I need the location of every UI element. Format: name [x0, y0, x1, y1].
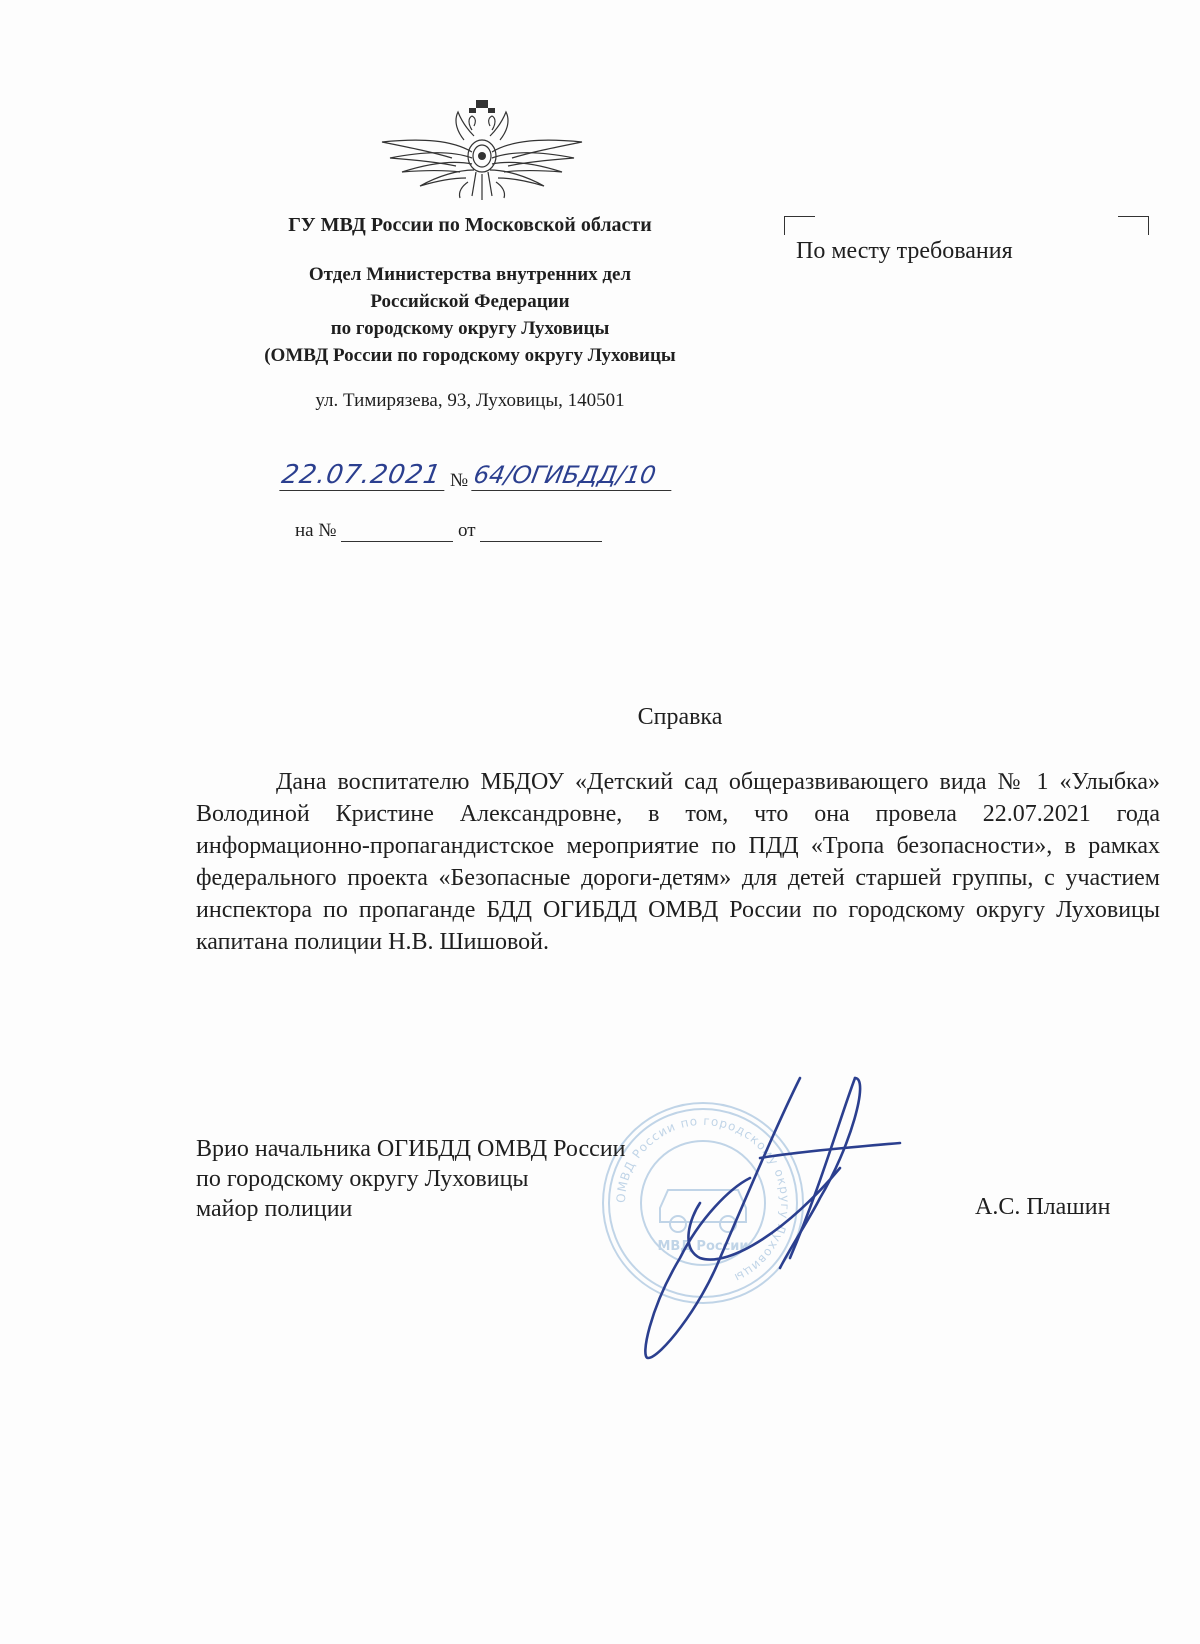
- ministry-name: ГУ МВД России по Московской области: [288, 214, 652, 236]
- signer-position-line2: по городскому округу Луховицы: [196, 1166, 529, 1192]
- addressee-corner-left: [784, 216, 815, 235]
- reference-line: [295, 520, 655, 542]
- registration-number: 64/ОГИБДД/10: [471, 460, 676, 491]
- registration-number-sign: №: [450, 470, 469, 491]
- letterhead: [200, 212, 740, 369]
- signature-block: [196, 1134, 626, 1224]
- reference-number-blank: [341, 523, 453, 542]
- addressee: По месту требования: [796, 238, 1013, 264]
- document-title: Справка: [637, 704, 723, 730]
- department-name-line1: Отдел Министерства внутренних дел: [308, 264, 632, 285]
- handwritten-signature-icon: [640, 1058, 980, 1378]
- department-name-line4: (ОМВД России по городскому округу Луховицы: [264, 345, 676, 366]
- department-name-line3: по городскому округу Луховицы: [330, 318, 610, 339]
- stamp-center-text: МВД России: [657, 1239, 749, 1254]
- reference-prefix: на №: [295, 520, 337, 541]
- reference-from: от: [457, 520, 476, 541]
- department-address: ул. Тимирязева, 93, Луховицы, 140501: [315, 390, 625, 411]
- signer-rank: майор полиции: [196, 1196, 353, 1222]
- stamp-ring-text: ОМВД России по городскому округу Луховицы: [613, 1113, 793, 1286]
- addressee-corner-right: [1118, 216, 1149, 235]
- document-body: Дана воспитателю МБДОУ «Детский сад общеразвивающего вида № 1 «Улыбка» Володиной Кристине Александровне, в том, что она провела 22.07.2021 года информационно-пропагандистское мероприятие по ПДД «Тропа безопасности», в рамках федерального проекта «Безопасные дороги-детям» для детей старшей группы, с участием инспектора по пропаганде БДД ОГИБДД ОМВД России по городскому округу Луховицы капитана полиции Н.В. Шишовой.: [196, 769, 1160, 955]
- reference-date-blank: [480, 523, 602, 542]
- mvd-emblem-icon: [372, 100, 592, 212]
- signer-name: А.С. Плашин: [975, 1194, 1111, 1220]
- registration-line: [279, 460, 702, 500]
- department-name-line2: Российской Федерации: [370, 291, 570, 312]
- signer-position-line1: Врио начальника ОГИБДД ОМВД России: [196, 1136, 626, 1162]
- registration-date: 22.07.2021: [279, 460, 449, 491]
